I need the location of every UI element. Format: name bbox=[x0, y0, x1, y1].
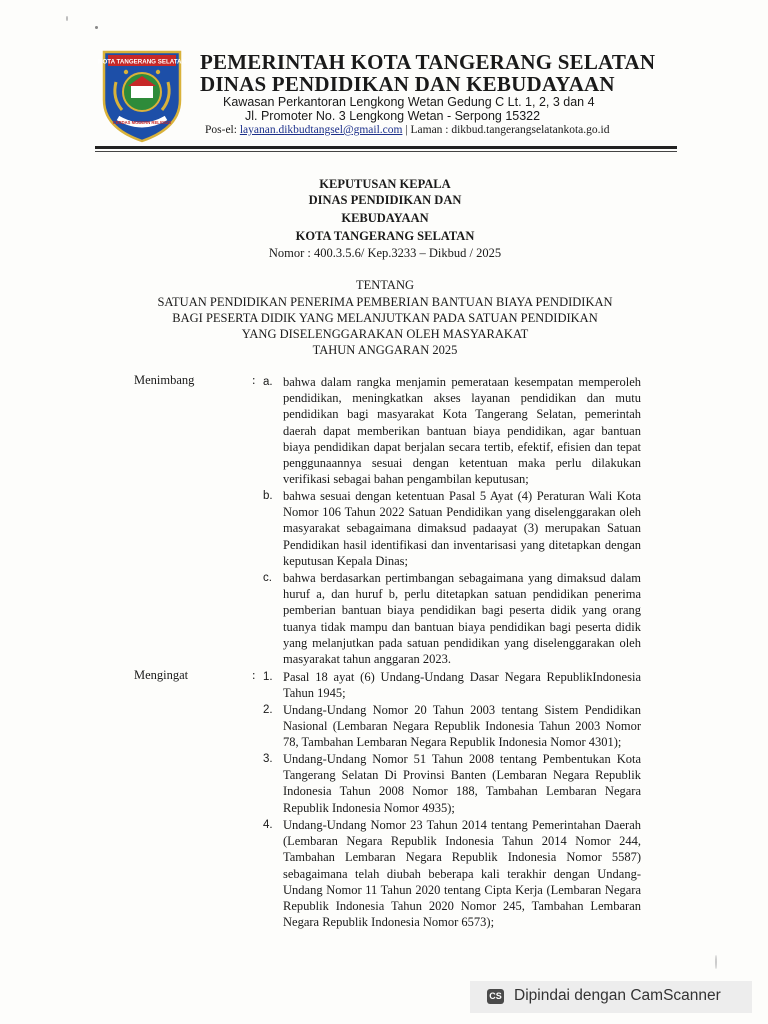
item-text: Undang-Undang Nomor 51 Tahun 2008 tentang Pembentukan Kota Tangerang Selatan Di Provinsi Banten (Lembaran Negara Republik Indonesia Tahun 2008 Nomor 188, Tambahan Lembaran Negara Republik Indonesia Nomor 4935); bbox=[283, 752, 641, 815]
scan-speck bbox=[715, 955, 717, 969]
item-text: Undang-Undang Nomor 23 Tahun 2014 tentang Pemerintahan Daerah (Lembaran Negara Republik Indonesia Tahun 2014 Nomor 244, Tambahan Lembaran Negara Republik Indonesia Nomor 5587) sebagaimana telah diubah beberapa kali terakhir dengan Undang-Undang Nomor 11 Tahun 2020 tentang Cipta Kerja (Lembaran Negara Republik Indonesia Tahun 2020 Nomor 245, Tambahan Lembaran Negara Republik Indonesia Nomor 6573); bbox=[283, 818, 641, 930]
mengingat-item-1 bbox=[263, 669, 641, 701]
camscanner-watermark bbox=[470, 981, 752, 1013]
email-link[interactable]: layanan.dikbudtangsel@gmail.com bbox=[239, 124, 403, 136]
menimbang-item-a bbox=[263, 374, 641, 487]
item-text: bahwa berdasarkan pertimbangan sebagaimana yang dimaksud dalam huruf a, dan huruf b, perlu ditetapkan satuan pendidikan penerima pemberian bantuan biaya pendidikan bagi peserta didik yang orang tuanya tidak mampu dan bantuan biaya pendidikan bagi peserta didik yang melanjutkan pada satuan pendidikan yang diselenggarakan oleh masyarakat tahun anggaran 2023. bbox=[283, 571, 641, 667]
item-text: Undang-Undang Nomor 20 Tahun 2003 tentang Sistem Pendidikan Nasional (Lembaran Negara Republik Indonesia Tahun 2003 Nomor 78, Tambahan Lembaran Negara Republik Indonesia Nomor 4301); bbox=[283, 703, 641, 750]
item-marker: c. bbox=[263, 572, 272, 584]
mengingat-label: Mengingat bbox=[134, 668, 189, 682]
camscanner-icon: CS bbox=[487, 989, 504, 1004]
decree-title-line1: KEPUTUSAN KEPALA bbox=[319, 177, 451, 191]
decree-title-line3: KEBUDAYAAN bbox=[341, 211, 429, 225]
letterhead-address-line1: Kawasan Perkantoran Lengkong Wetan Gedung C Lt. 1, 2, 3 dan 4 bbox=[223, 95, 595, 109]
item-marker: b. bbox=[263, 490, 273, 502]
item-marker: 4. bbox=[263, 819, 273, 831]
menimbang-item-c bbox=[263, 570, 641, 667]
subject-line1: SATUAN PENDIDIKAN PENERIMA PEMBERIAN BANTUAN BIAYA PENDIDIKAN bbox=[157, 295, 613, 309]
mengingat-item-2 bbox=[263, 702, 641, 751]
item-marker: 3. bbox=[263, 753, 273, 765]
tentang-heading: TENTANG bbox=[355, 278, 414, 292]
city-emblem-logo bbox=[98, 48, 186, 144]
subject-line3: YANG DISELENGGARAKAN OLEH MASYARAKAT bbox=[241, 327, 529, 341]
item-marker: 2. bbox=[263, 704, 273, 716]
letterhead-divider-thick bbox=[95, 146, 677, 149]
letterhead-divider-thin bbox=[95, 151, 677, 152]
logo-banner-text: KOTA TANGERANG SELATAN bbox=[98, 58, 186, 66]
subject-line4: TAHUN ANGGARAN 2025 bbox=[312, 343, 458, 357]
mengingat-item-4 bbox=[263, 817, 641, 930]
scan-speck bbox=[66, 16, 68, 21]
website-text: | Laman : dikbud.tangerangselatankota.go.id bbox=[402, 124, 610, 136]
item-text: Pasal 18 ayat (6) Undang-Undang Dasar Negara RepublikIndonesia Tahun 1945; bbox=[283, 670, 641, 701]
letterhead-agency: DINAS PENDIDIKAN DAN KEBUDAYAAN bbox=[200, 72, 615, 96]
letterhead-government: PEMERINTAH KOTA TANGERANG SELATAN bbox=[200, 50, 656, 74]
letterhead-contact bbox=[205, 124, 609, 136]
menimbang-colon: : bbox=[252, 373, 256, 387]
menimbang-item-b bbox=[263, 488, 641, 569]
scan-speck bbox=[95, 26, 98, 29]
decree-number: Nomor : 400.3.5.6/ Kep.3233 – Dikbud / 2025 bbox=[268, 246, 502, 260]
camscanner-text: Dipindai dengan CamScanner bbox=[514, 987, 721, 1004]
item-marker: 1. bbox=[263, 671, 273, 683]
mengingat-item-3 bbox=[263, 751, 641, 816]
logo-motto-text: CERDAS MODERN RELIGIUS bbox=[112, 120, 172, 125]
item-marker: a. bbox=[263, 376, 273, 388]
item-text: bahwa sesuai dengan ketentuan Pasal 5 Ayat (4) Peraturan Wali Kota Nomor 106 Tahun 2022 Satuan Pendidikan yang diselenggarakan oleh masyarakat sebagaimana dimaksud padaayat (3) merupakan Satuan Pendidikan hasil identifikasi dan inventarisasi yang ditetapkan dengan keputusan Kepala Dinas; bbox=[283, 489, 641, 568]
email-label: Pos-el: bbox=[205, 124, 240, 136]
letterhead-address-line2: Jl. Promoter No. 3 Lengkong Wetan - Serpong 15322 bbox=[245, 109, 541, 123]
decree-title-line2: DINAS PENDIDIKAN DAN bbox=[308, 193, 462, 207]
subject-line2: BAGI PESERTA DIDIK YANG MELANJUTKAN PADA SATUAN PENDIDIKAN bbox=[172, 311, 598, 325]
decree-title-line4: KOTA TANGERANG SELATAN bbox=[295, 229, 475, 243]
menimbang-label: Menimbang bbox=[134, 373, 195, 387]
mengingat-colon: : bbox=[252, 668, 256, 682]
item-text: bahwa dalam rangka menjamin pemerataan kesempatan memperoleh pendidikan, meningkatkan akses layanan pendidikan dan mutu pendidikan bagi masyarakat Kota Tangerang Selatan, pemerintah daerah dapat memberikan bantuan biaya pendidikan, agar bantuan biaya pendidikan dapat berjalan secara tertib, efektif, efisien dan tepat penggunaannya sesuai dengan ketentuan maka perlu dilakukan verifikasi sebagai bahan pengambilan keputusan; bbox=[283, 375, 641, 487]
